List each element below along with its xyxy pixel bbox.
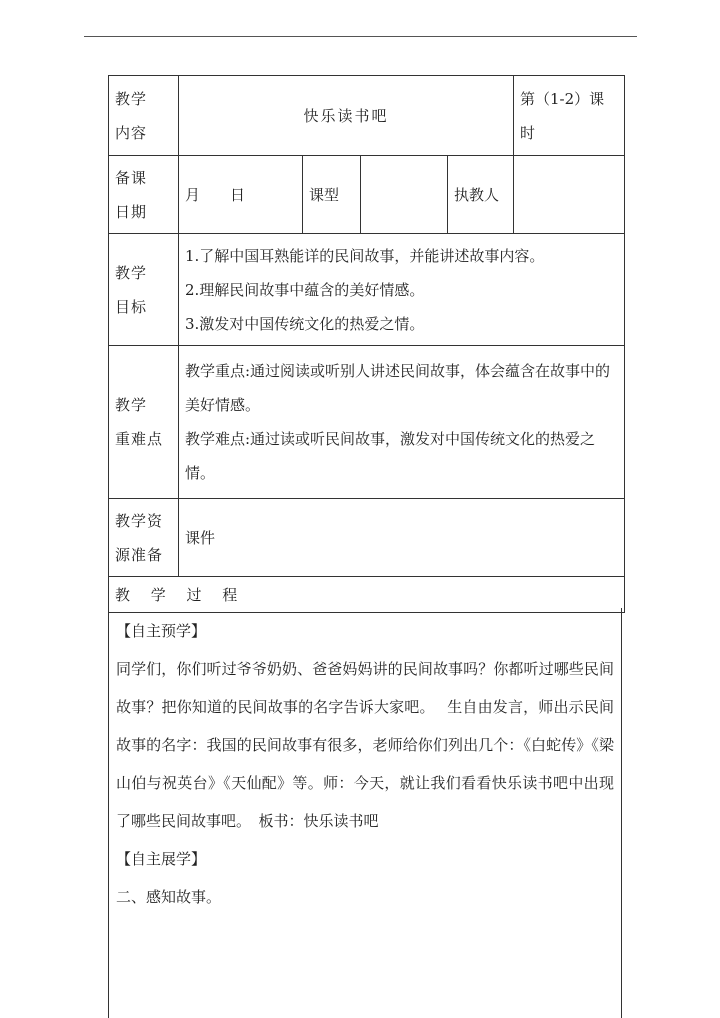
lesson-type-label: 课型 xyxy=(303,156,361,234)
prep-date-label: 备课 日期 xyxy=(109,156,179,234)
key-points-label: 教学 重难点 xyxy=(109,346,179,499)
difficult-point-item: 教学难点:通过读或听民间故事，激发对中国传统文化的热爱之情。 xyxy=(185,430,596,482)
goals-cell xyxy=(179,234,625,346)
subject-label: 教学 内容 xyxy=(109,76,179,156)
teaching-process-body xyxy=(108,608,622,1018)
goal-item: 3.激发对中国传统文化的热爱之情。 xyxy=(185,314,425,333)
goal-item: 1.了解中国耳熟能详的民间故事，并能讲述故事内容。 xyxy=(185,246,545,265)
section-heading-self-study: 【自主预学】 xyxy=(116,622,207,640)
section-heading-self-show: 【自主展学】 xyxy=(116,850,207,868)
section-text-perceive-story: 二、感知故事。 xyxy=(116,888,222,906)
resources-value: 课件 xyxy=(179,499,625,577)
key-points-cell xyxy=(179,346,625,499)
lesson-title: 快乐读书吧 xyxy=(179,76,514,156)
resources-label: 教学资 源准备 xyxy=(109,499,179,577)
key-point-item: 教学重点:通过阅读或听别人讲述民间故事，体会蕴含在故事中的美好情感。 xyxy=(185,362,611,414)
header-rule xyxy=(84,36,637,37)
lesson-number: 第（1-2）课时 xyxy=(514,76,625,156)
section-text-self-study: 同学们，你们听过爷爷奶奶、爸爸妈妈讲的民间故事吗？你都听过哪些民间故事？把你知道的民间故事的名字告诉大家吧。 生自由发言，师出示民间故事的名字：我国的民间故事有很多，老师给你们列出几个：《白蛇传》《梁山伯与祝英台》《天仙配》等。师：今天，就让我们看看快乐读书吧中出现了哪些民间故事吧。 板书：快乐读书吧 xyxy=(116,660,614,830)
prep-date-value: 月 日 xyxy=(179,156,303,234)
goals-label: 教学 目标 xyxy=(109,234,179,346)
teacher-label: 执教人 xyxy=(448,156,514,234)
lesson-type-value xyxy=(361,156,448,234)
goal-item: 2.理解民间故事中蕴含的美好情感。 xyxy=(185,280,425,299)
teaching-process-heading: 教 学 过 程 xyxy=(109,577,625,613)
lesson-plan-table xyxy=(108,75,625,613)
teacher-value xyxy=(514,156,625,234)
